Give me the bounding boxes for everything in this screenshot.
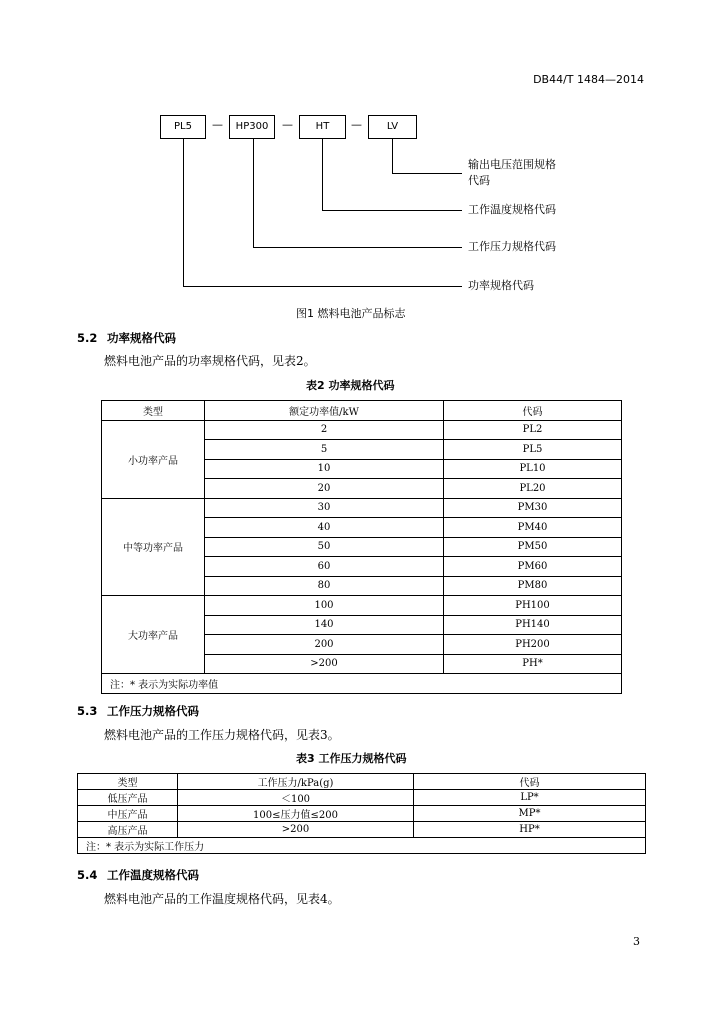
- code-cell: PL20: [444, 479, 622, 499]
- dash-separator: —: [351, 118, 362, 131]
- type-cell: 小功率产品: [102, 420, 205, 498]
- connector-line: [322, 210, 462, 211]
- value-cell: >200: [178, 822, 414, 838]
- connector-line: [392, 173, 462, 174]
- code-cell: MP*: [414, 806, 646, 822]
- value-cell: 40: [205, 518, 444, 538]
- code-box-pressure: HP300: [229, 115, 275, 139]
- code-cell: PL5: [444, 440, 622, 460]
- table-pressure-codes: [77, 773, 646, 854]
- table2-caption: 表2 功率规格代码: [306, 379, 395, 392]
- value-cell: 200: [205, 635, 444, 655]
- value-cell: ＜100: [178, 790, 414, 806]
- code-cell: PM80: [444, 576, 622, 596]
- section-title: 功率规格代码: [107, 331, 176, 345]
- value-cell: 30: [205, 498, 444, 518]
- code-cell: PH*: [444, 654, 622, 674]
- value-cell: 80: [205, 576, 444, 596]
- type-cell: 中等功率产品: [102, 498, 205, 596]
- section-heading-5-2: [77, 330, 176, 346]
- section-heading-5-4: [77, 867, 199, 883]
- value-cell: 100: [205, 596, 444, 616]
- code-cell: PH200: [444, 635, 622, 655]
- label-pressure-code: 工作压力规格代码: [468, 240, 556, 253]
- connector-line: [183, 286, 462, 287]
- code-cell: PM50: [444, 537, 622, 557]
- type-cell: 低压产品: [78, 790, 178, 806]
- code-box-power: PL5: [160, 115, 206, 139]
- paragraph-5-4: 燃料电池产品的工作温度规格代码，见表4。: [104, 892, 340, 906]
- code-box-voltage: LV: [368, 115, 417, 139]
- code-cell: PL10: [444, 459, 622, 479]
- code-cell: PH100: [444, 596, 622, 616]
- table-note: 注：* 表示为实际工作压力: [78, 838, 646, 854]
- table-note: 注：* 表示为实际功率值: [102, 674, 622, 694]
- connector-line: [253, 138, 254, 247]
- code-cell: PM40: [444, 518, 622, 538]
- table-header: 代码: [444, 401, 622, 421]
- type-cell: 高压产品: [78, 822, 178, 838]
- type-cell: 中压产品: [78, 806, 178, 822]
- table-header: 工作压力/kPa(g): [178, 774, 414, 790]
- code-cell: PM60: [444, 557, 622, 577]
- label-power-code: 功率规格代码: [468, 279, 534, 292]
- type-cell: 大功率产品: [102, 596, 205, 674]
- value-cell: 10: [205, 459, 444, 479]
- connector-line: [322, 138, 323, 210]
- code-cell: HP*: [414, 822, 646, 838]
- paragraph-5-2: 燃料电池产品的功率规格代码，见表2。: [104, 354, 316, 368]
- dash-separator: —: [212, 118, 223, 131]
- value-cell: >200: [205, 654, 444, 674]
- connector-line: [253, 247, 462, 248]
- table-header: 类型: [78, 774, 178, 790]
- value-cell: 5: [205, 440, 444, 460]
- section-title: 工作压力规格代码: [107, 704, 199, 718]
- code-cell: PH140: [444, 615, 622, 635]
- label-voltage-code: [468, 157, 556, 189]
- code-box-temperature: HT: [299, 115, 346, 139]
- table-header: 类型: [102, 401, 205, 421]
- section-number: 5.2: [77, 331, 98, 345]
- value-cell: 20: [205, 479, 444, 499]
- table3-caption: 表3 工作压力规格代码: [296, 752, 407, 765]
- paragraph-5-3: 燃料电池产品的工作压力规格代码，见表3。: [104, 728, 340, 742]
- label-voltage-line1: 输出电压范围规格: [468, 158, 556, 171]
- table-power-codes: [101, 400, 622, 694]
- table-header: 代码: [414, 774, 646, 790]
- page-number: 3: [633, 935, 640, 948]
- value-cell: 60: [205, 557, 444, 577]
- label-temperature-code: 工作温度规格代码: [468, 203, 556, 216]
- section-title: 工作温度规格代码: [107, 868, 199, 882]
- section-number: 5.3: [77, 704, 98, 718]
- code-cell: PL2: [444, 420, 622, 440]
- value-cell: 100≤压力值≤200: [178, 806, 414, 822]
- connector-line: [392, 138, 393, 173]
- figure-caption: 图1 燃料电池产品标志: [296, 307, 406, 320]
- value-cell: 50: [205, 537, 444, 557]
- dash-separator: —: [282, 118, 293, 131]
- connector-line: [183, 138, 184, 286]
- value-cell: 2: [205, 420, 444, 440]
- code-cell: LP*: [414, 790, 646, 806]
- section-number: 5.4: [77, 868, 98, 882]
- value-cell: 140: [205, 615, 444, 635]
- section-heading-5-3: [77, 703, 199, 719]
- document-code: DB44/T 1484—2014: [533, 73, 644, 86]
- table-header: 额定功率值/kW: [205, 401, 444, 421]
- code-cell: PM30: [444, 498, 622, 518]
- label-voltage-line2: 代码: [468, 174, 490, 187]
